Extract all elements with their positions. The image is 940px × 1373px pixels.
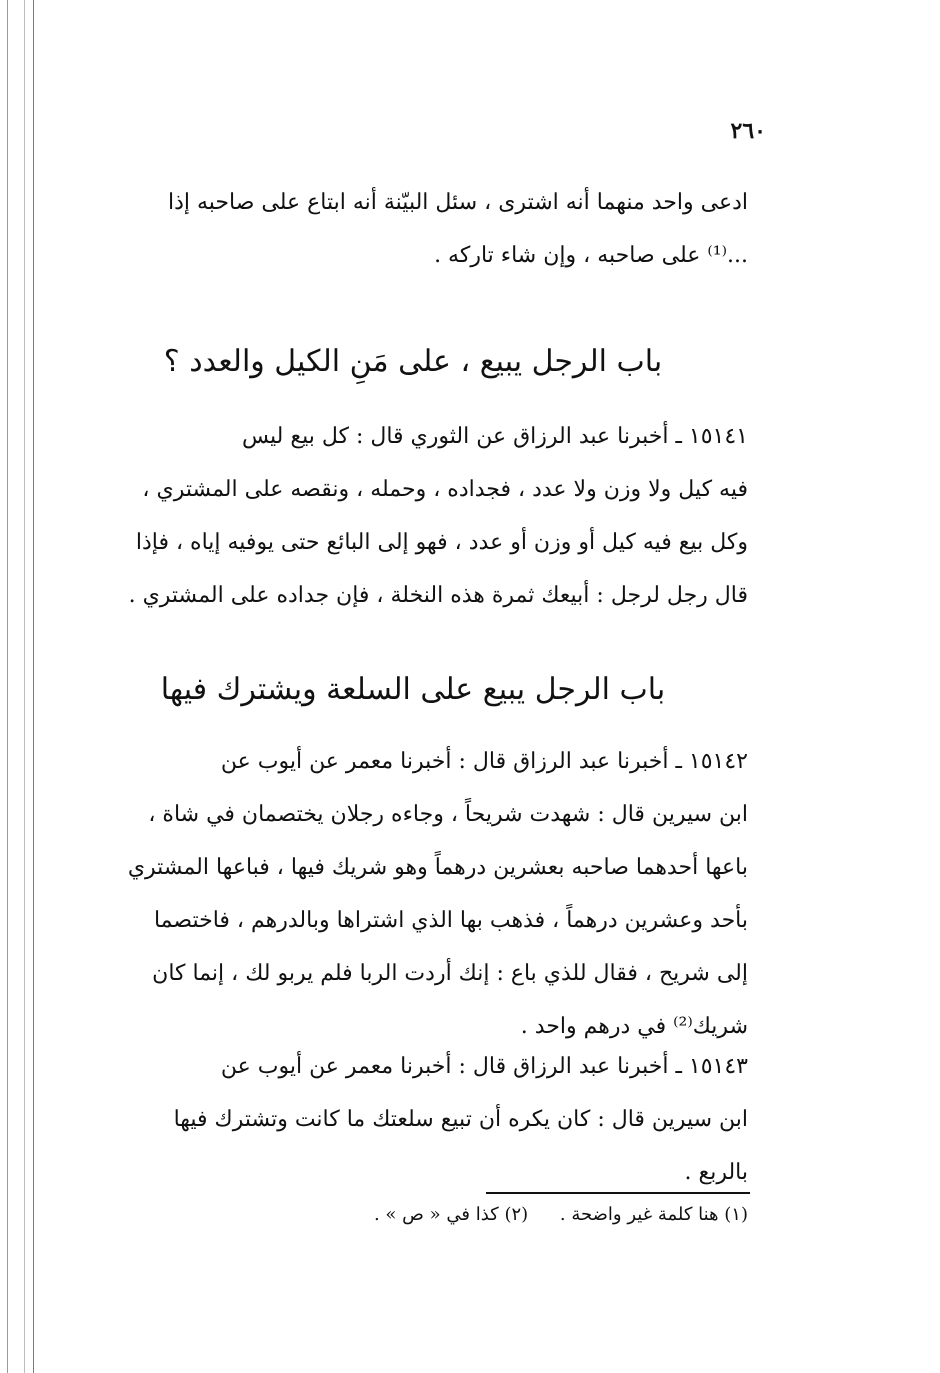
text-line: فيه كيل ولا وزن ولا عدد ، فجداده ، وحمله ، ونقصه على المشتري ، bbox=[142, 477, 748, 502]
text-line: باعها أحدهما صاحبه بعشرين درهماً وهو شريك فيها ، فباعها المشتري bbox=[127, 855, 748, 880]
text-line: إلى شريح ، فقال للذي باع : إنك أردت الربا فلم يربو لك ، إنما كان bbox=[152, 961, 748, 986]
section-heading: باب الرجل يبيع ، على مَنِ الكيل والعدد ؟ bbox=[163, 344, 663, 379]
text-line: قال رجل لرجل : أبيعك ثمرة هذه النخلة ، فإن جداده على المشتري . bbox=[128, 583, 748, 608]
text-line: ١٥١٤٢ ـ أخبرنا عبد الرزاق قال : أخبرنا معمر عن أيوب عن bbox=[220, 749, 748, 774]
binding-line bbox=[33, 0, 34, 1373]
section-heading: باب الرجل يبيع على السلعة ويشترك فيها bbox=[160, 672, 666, 707]
text-line: وكل بيع فيه كيل أو وزن أو عدد ، فهو إلى البائع حتى يوفيه إياه ، فإذا bbox=[135, 530, 748, 555]
binding-line bbox=[24, 0, 25, 1373]
text-line: ...⁽¹⁾ على صاحبه ، وإن شاء تاركه . bbox=[434, 243, 748, 268]
text-line: ادعى واحد منهما أنه اشترى ، سئل البيّنة أنه ابتاع على صاحبه إذا bbox=[167, 190, 748, 215]
text-line: بالربع . bbox=[684, 1160, 748, 1185]
text-line: ١٥١٤٣ ـ أخبرنا عبد الرزاق قال : أخبرنا معمر عن أيوب عن bbox=[220, 1054, 748, 1079]
hadith-15143 bbox=[78, 1040, 748, 1199]
binding-line bbox=[7, 0, 8, 1373]
hadith-15142 bbox=[78, 735, 748, 1053]
text-line: شريك⁽²⁾ في درهم واحد . bbox=[520, 1014, 748, 1039]
text-line: بأحد وعشرين درهماً ، فذهب بها الذي اشتراها وبالدرهم ، فاختصما bbox=[153, 908, 748, 933]
footnotes bbox=[374, 1198, 748, 1232]
footnote-divider bbox=[486, 1192, 750, 1194]
hadith-15141 bbox=[78, 410, 748, 622]
text-line: ١٥١٤١ ـ أخبرنا عبد الرزاق عن الثوري قال : كل بيع ليس bbox=[241, 424, 748, 449]
intro-paragraph bbox=[78, 176, 748, 282]
page-number: ٢٦٠ bbox=[730, 118, 766, 144]
footnote-2: (٢) كذا في « ص » . bbox=[373, 1204, 529, 1225]
text-line: ابن سيرين قال : شهدت شريحاً ، وجاءه رجلان يختصمان في شاة ، bbox=[148, 802, 748, 827]
footnote-1: (١) هنا كلمة غير واضحة . bbox=[559, 1204, 748, 1225]
text-line: ابن سيرين قال : كان يكره أن تبيع سلعتك ما كانت وتشترك فيها bbox=[173, 1107, 748, 1132]
